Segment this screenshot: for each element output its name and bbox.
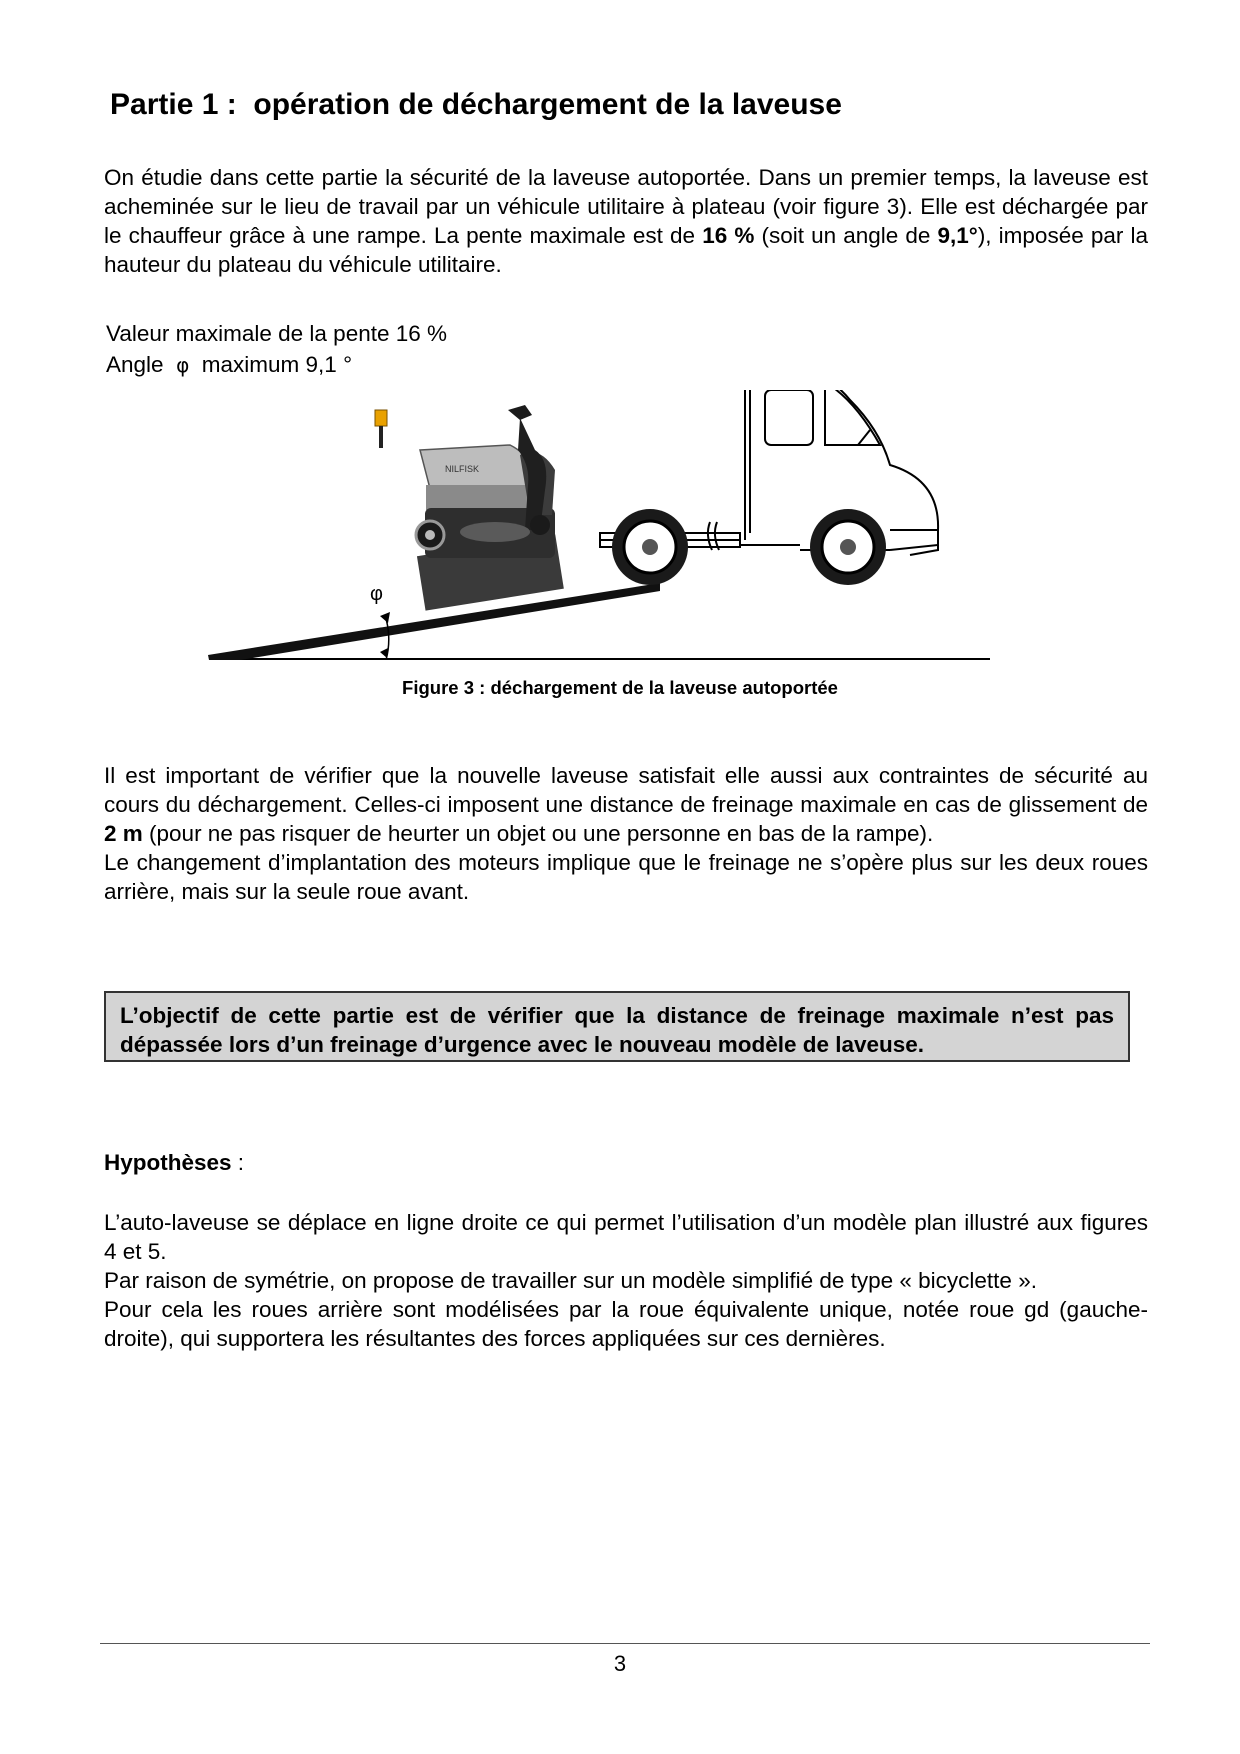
page-title: Partie 1 : opération de déchargement de la laveuse — [110, 88, 842, 121]
beacon-light — [375, 410, 387, 426]
slope-max-line: Valeur maximale de la pente 16 % — [106, 321, 448, 346]
truck-front-wheel — [810, 509, 886, 585]
safety-paragraph-2: Le changement d’implantation des moteurs implique que le freinage ne s’opère plus sur les deux roues arrière, mais sur la seule roue avant. — [104, 850, 1148, 904]
truck-rear-wheel — [612, 509, 688, 585]
figure-unloading — [190, 390, 1070, 660]
objective-box: L’objectif de cette partie est de vérifier que la distance de freinage maximale n’est pas dépassée lors d’un freinage d’urgence avec le nouveau modèle de laveuse. — [104, 991, 1130, 1062]
hypotheses-title: Hypothèses : — [104, 1150, 245, 1175]
intro-paragraph: On étudie dans cette partie la sécurité de la laveuse autoportée. Dans un premier temps, la laveuse est acheminée sur le lieu de travail par un véhicule utilitaire à plateau (voir figure 3). Elle est déchargée par le chauffeur grâce à une rampe. La pente maximale est de 16 % (soit un angle de 9,1°), imposée par la hauteur du plateau du véhicule utilitaire. — [104, 165, 1148, 277]
phi-label: φ — [370, 583, 383, 605]
hypothesis-2: Par raison de symétrie, on propose de travailler sur un modèle simplifié de type « bicyclette ». — [104, 1268, 1037, 1293]
scrubber-machine — [375, 405, 564, 611]
page-number: 3 — [613, 1651, 627, 1676]
safety-paragraph: Il est important de vérifier que la nouvelle laveuse satisfait elle aussi aux contraintes de sécurité au cours du déchargement. Celles-ci imposent une distance de freinage maximale en cas de glissement de 2 m (pour ne pas risquer de heurter un objet ou une personne en bas de la rampe). Le changement d’implantation des moteurs implique que le freinage ne s’opère plus sur les deux roues arrière, mais sur la seule roue avant. — [104, 763, 1148, 904]
hypothesis-1: L’auto-laveuse se déplace en ligne droite ce qui permet l’utilisation d’un modèle plan illustré aux figures 4 et 5. — [104, 1210, 1148, 1264]
slope-info — [106, 318, 447, 381]
angle-line: Angle φ maximum 9,1 ° — [106, 352, 353, 377]
figure-caption: Figure 3 : déchargement de la laveuse autoportée — [402, 677, 838, 698]
hypotheses-body — [104, 1208, 1148, 1353]
hypothesis-3: Pour cela les roues arrière sont modélisées par la roue équivalente unique, notée roue gd (gauche-droite), qui supportera les résultantes des forces appliquées sur ces dernières. — [104, 1297, 1148, 1351]
footer-divider — [100, 1643, 1150, 1644]
brand-text: NILFISK — [445, 464, 480, 474]
